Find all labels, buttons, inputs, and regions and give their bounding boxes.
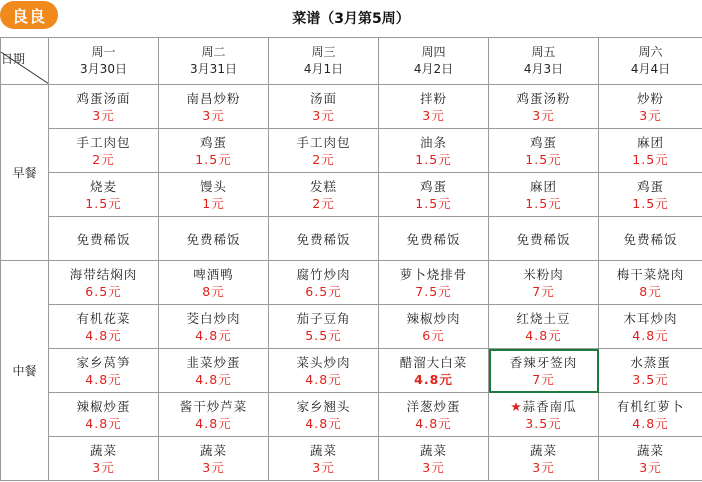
dish-cell[interactable] <box>599 85 702 129</box>
dish-price: 3元 <box>639 459 662 475</box>
dish-price: 4.8元 <box>414 371 453 387</box>
date-text: 4月3日 <box>523 62 564 76</box>
lunch-label: 中餐 <box>1 261 49 481</box>
weekday-label: 周四 <box>421 45 446 59</box>
dish-name: 韭菜炒蛋 <box>186 354 241 370</box>
dish-cell[interactable] <box>379 261 489 305</box>
dish-cell[interactable] <box>269 129 379 173</box>
dish-cell[interactable] <box>599 173 702 217</box>
dish-price: 4.8元 <box>632 415 669 431</box>
dish-name: 菜头炒肉 <box>296 354 351 370</box>
dish-price: 4.8元 <box>85 415 122 431</box>
dish-price: 3元 <box>532 459 555 475</box>
dish-name: 辣椒炒肉 <box>406 310 461 326</box>
free-porridge-cell[interactable] <box>599 217 702 261</box>
menu-table <box>0 37 702 481</box>
dish-price: 7元 <box>532 283 555 299</box>
menu-row <box>1 437 702 481</box>
dish-price: 4.8元 <box>195 415 232 431</box>
free-porridge-cell[interactable] <box>49 217 159 261</box>
dish-name: 鸡蛋 <box>636 178 664 194</box>
logo: 良良 <box>0 1 58 29</box>
dish-price: 6元 <box>422 327 445 343</box>
dish-cell[interactable] <box>49 129 159 173</box>
dish-price: 3元 <box>422 459 445 475</box>
weekday-label: 周五 <box>531 45 556 59</box>
date-text: 4月4日 <box>630 62 671 76</box>
menu-row <box>1 305 702 349</box>
date-label: 日期 <box>1 52 26 66</box>
dish-cell[interactable] <box>599 437 702 481</box>
dish-cell[interactable] <box>379 349 489 393</box>
dish-price: 1.5元 <box>632 151 669 167</box>
dish-price: 4.8元 <box>305 415 342 431</box>
dish-price: 1元 <box>202 195 225 211</box>
dish-cell[interactable] <box>159 261 269 305</box>
menu-row <box>1 393 702 437</box>
dish-price: 4.8元 <box>415 415 452 431</box>
dish-cell[interactable] <box>49 349 159 393</box>
dish-price: 1.5元 <box>525 151 562 167</box>
dish-price: 4.8元 <box>632 327 669 343</box>
free-porridge-cell[interactable] <box>269 217 379 261</box>
dish-price: 3元 <box>422 107 445 123</box>
day-header <box>489 38 599 85</box>
dish-cell[interactable] <box>49 393 159 437</box>
star-icon: ★ <box>510 398 523 414</box>
dish-name: 麻团 <box>529 178 557 194</box>
dish-price: 3元 <box>312 459 335 475</box>
dish-cell[interactable] <box>379 85 489 129</box>
dish-cell[interactable] <box>379 173 489 217</box>
free-porridge-text: 免费稀饭 <box>516 232 571 247</box>
dish-name: 鸡蛋 <box>529 134 557 150</box>
dish-name: 麻团 <box>636 134 664 150</box>
day-header <box>269 38 379 85</box>
dish-name: 蔬菜 <box>309 442 337 458</box>
weekday-label: 周一 <box>91 45 116 59</box>
dish-name: 醋溜大白菜 <box>399 354 468 370</box>
dish-price: 1.5元 <box>632 195 669 211</box>
dish-price: 4.8元 <box>305 371 342 387</box>
dish-price: 1.5元 <box>525 195 562 211</box>
dish-name: 茄子豆角 <box>296 310 351 326</box>
dish-cell[interactable] <box>489 349 599 393</box>
date-text: 3月30日 <box>80 62 127 76</box>
dish-price: 8元 <box>202 283 225 299</box>
dish-cell[interactable] <box>269 349 379 393</box>
dish-price: 4.8元 <box>195 327 232 343</box>
dish-name: 鸡蛋汤面 <box>76 90 131 106</box>
dish-cell[interactable] <box>379 305 489 349</box>
dish-price: 3.5元 <box>525 415 562 431</box>
dish-price: 1.5元 <box>195 151 232 167</box>
dish-price: 1.5元 <box>415 151 452 167</box>
dish-name: 有机花菜 <box>76 310 131 326</box>
dish-name: 南昌炒粉 <box>186 90 241 106</box>
menu-row <box>1 85 702 129</box>
dish-price: 2元 <box>312 195 335 211</box>
dish-name: 鸡蛋 <box>199 134 227 150</box>
dish-cell[interactable] <box>379 393 489 437</box>
header <box>0 0 702 36</box>
weekday-label: 周三 <box>311 45 336 59</box>
free-porridge-text: 免费稀饭 <box>186 232 241 247</box>
dish-price: 3元 <box>202 107 225 123</box>
dish-name: 蔬菜 <box>636 442 664 458</box>
weekday-label: 周六 <box>638 45 663 59</box>
dish-name: 茭白炒肉 <box>186 310 241 326</box>
dish-cell[interactable] <box>269 437 379 481</box>
dish-price: 3元 <box>532 107 555 123</box>
free-row <box>1 217 702 261</box>
dish-cell[interactable] <box>599 305 702 349</box>
dish-name: 腐竹炒肉 <box>296 266 351 282</box>
dish-name: 辣椒炒蛋 <box>76 398 131 414</box>
dish-cell[interactable] <box>49 437 159 481</box>
dish-price: 7.5元 <box>415 283 452 299</box>
dish-name: 鸡蛋汤粉 <box>516 90 571 106</box>
dish-cell[interactable] <box>599 261 702 305</box>
free-porridge-text: 免费稀饭 <box>406 232 461 247</box>
dish-cell[interactable] <box>269 173 379 217</box>
dish-name: ★蒜香南瓜 <box>510 398 577 414</box>
dish-name: 蔬菜 <box>199 442 227 458</box>
free-porridge-cell[interactable] <box>489 217 599 261</box>
page-title: 菜谱（3月第5周） <box>292 11 410 27</box>
dish-name: 米粉肉 <box>523 266 564 282</box>
menu-row <box>1 129 702 173</box>
dish-name: 洋葱炒蛋 <box>406 398 461 414</box>
dish-name: 发糕 <box>309 178 337 194</box>
dish-name: 蔬菜 <box>529 442 557 458</box>
dish-cell[interactable] <box>379 437 489 481</box>
dish-price: 3.5元 <box>632 371 669 387</box>
dish-cell[interactable] <box>49 85 159 129</box>
dish-cell[interactable] <box>379 129 489 173</box>
dish-cell[interactable] <box>599 349 702 393</box>
day-header <box>599 38 702 85</box>
dish-price: 7元 <box>532 371 555 387</box>
weekday-label: 周二 <box>201 45 226 59</box>
dish-name: 汤面 <box>309 90 337 106</box>
dish-name: 红烧土豆 <box>516 310 571 326</box>
date-text: 4月1日 <box>303 62 344 76</box>
dish-name: 海带结焖肉 <box>69 266 138 282</box>
breakfast-label: 早餐 <box>1 85 49 261</box>
dish-cell[interactable] <box>159 437 269 481</box>
dish-cell[interactable] <box>489 173 599 217</box>
free-porridge-cell[interactable] <box>159 217 269 261</box>
dish-name: 手工肉包 <box>296 134 351 150</box>
day-header <box>379 38 489 85</box>
dish-cell[interactable] <box>159 349 269 393</box>
dish-cell[interactable] <box>489 261 599 305</box>
dish-name: 油条 <box>419 134 447 150</box>
dish-price: 3元 <box>312 107 335 123</box>
dish-cell[interactable] <box>489 393 599 437</box>
corner-cell <box>1 38 49 85</box>
dish-price: 2元 <box>312 151 335 167</box>
dish-price: 1.5元 <box>415 195 452 211</box>
dish-cell[interactable] <box>489 305 599 349</box>
dish-name: 手工肉包 <box>76 134 131 150</box>
dish-cell[interactable] <box>49 261 159 305</box>
dish-name: 家乡莴笋 <box>76 354 131 370</box>
dish-name: 鸡蛋 <box>419 178 447 194</box>
dish-cell[interactable] <box>599 393 702 437</box>
dish-name: 蔬菜 <box>419 442 447 458</box>
dish-price: 8元 <box>639 283 662 299</box>
dish-cell[interactable] <box>49 305 159 349</box>
dish-price: 4.8元 <box>85 327 122 343</box>
dish-name: 有机红萝卜 <box>616 398 685 414</box>
dish-cell[interactable] <box>159 129 269 173</box>
dish-name: 馒头 <box>199 178 227 194</box>
day-header <box>159 38 269 85</box>
dish-name: 烧麦 <box>89 178 117 194</box>
dish-name: 拌粉 <box>419 90 447 106</box>
dish-name: 木耳炒肉 <box>623 310 678 326</box>
dish-cell[interactable] <box>159 173 269 217</box>
free-porridge-text: 免费稀饭 <box>296 232 351 247</box>
dish-cell[interactable] <box>269 261 379 305</box>
dish-cell[interactable] <box>159 305 269 349</box>
dish-price: 5.5元 <box>305 327 342 343</box>
dish-cell[interactable] <box>269 393 379 437</box>
dish-price: 4.8元 <box>85 371 122 387</box>
dish-name: 香辣牙签肉 <box>509 354 578 370</box>
dish-name: 啤酒鸭 <box>193 266 234 282</box>
dish-name: 梅干菜烧肉 <box>616 266 685 282</box>
dish-cell[interactable] <box>269 85 379 129</box>
dish-cell[interactable] <box>159 393 269 437</box>
day-header <box>49 38 159 85</box>
date-text: 3月31日 <box>190 62 237 76</box>
dish-name: 萝卜烧排骨 <box>399 266 468 282</box>
dish-name: 酱干炒芦菜 <box>179 398 248 414</box>
menu-row <box>1 349 702 393</box>
dish-cell[interactable] <box>159 85 269 129</box>
header-row <box>1 38 702 85</box>
dish-name: 炒粉 <box>636 90 664 106</box>
dish-cell[interactable] <box>489 129 599 173</box>
date-text: 4月2日 <box>413 62 454 76</box>
dish-price: 3元 <box>639 107 662 123</box>
dish-name: 水蒸蛋 <box>630 354 671 370</box>
dish-cell[interactable] <box>599 129 702 173</box>
dish-price: 4.8元 <box>195 371 232 387</box>
free-porridge-text: 免费稀饭 <box>623 232 678 247</box>
dish-price: 6.5元 <box>85 283 122 299</box>
dish-price: 2元 <box>92 151 115 167</box>
menu-row <box>1 173 702 217</box>
dish-name: 家乡翘头 <box>296 398 351 414</box>
dish-price: 3元 <box>92 459 115 475</box>
free-porridge-cell[interactable] <box>379 217 489 261</box>
menu-row <box>1 261 702 305</box>
dish-cell[interactable] <box>489 85 599 129</box>
dish-price: 6.5元 <box>305 283 342 299</box>
dish-cell[interactable] <box>489 437 599 481</box>
dish-cell[interactable] <box>269 305 379 349</box>
dish-price: 3元 <box>92 107 115 123</box>
dish-cell[interactable] <box>49 173 159 217</box>
dish-price: 1.5元 <box>85 195 122 211</box>
free-porridge-text: 免费稀饭 <box>76 232 131 247</box>
dish-name: 蔬菜 <box>89 442 117 458</box>
dish-price: 3元 <box>202 459 225 475</box>
dish-price: 4.8元 <box>525 327 562 343</box>
